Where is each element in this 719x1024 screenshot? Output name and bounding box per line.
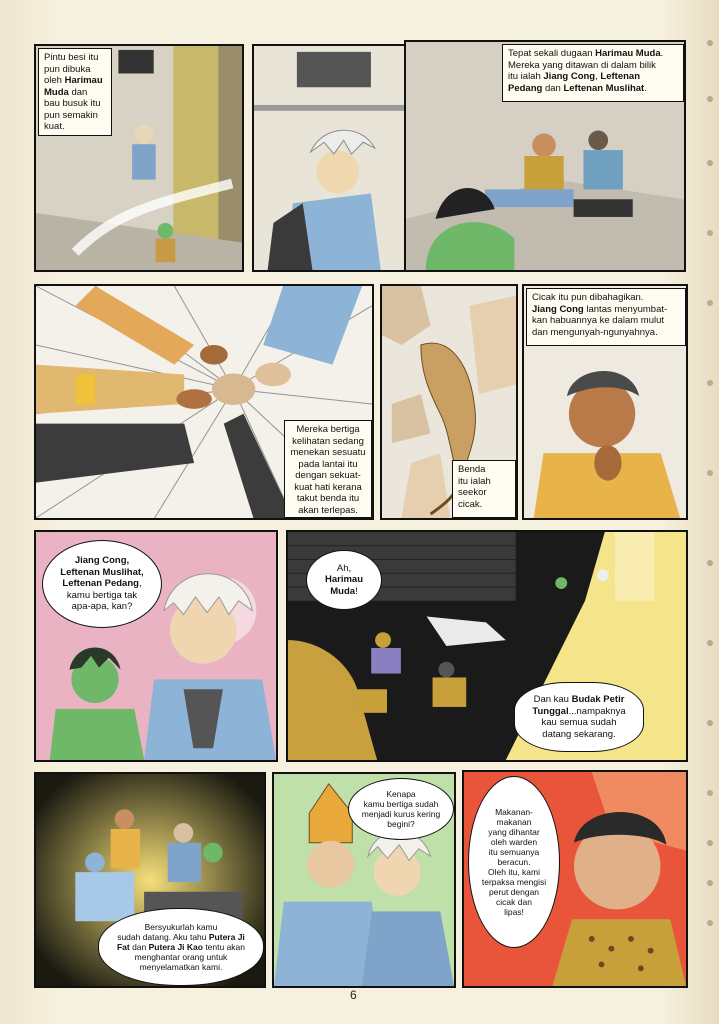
caption-lizard: Benda itu ialah seekor cicak.: [452, 460, 516, 518]
panel-prisoners: [404, 40, 686, 272]
panel-food-poisoned: [462, 770, 688, 988]
page-number: 6: [350, 988, 357, 1002]
speech-dan-kau: Dan kau Budak Petir Tunggal...nampaknya kau semua sudah datang sekarang.: [514, 682, 644, 752]
caption-door: Pintu besi itu pun dibuka oleh Harimau Muda dan bau busuk itu pun semakin kuat.: [38, 48, 112, 136]
panel-cell-dark: [286, 530, 688, 762]
panel-boy-art: [254, 46, 406, 270]
speech-grateful: Bersyukurlah kamu sudah datang. Aku tahu Putera Ji Fat dan Putera Ji Kao tentu akan menghantar orang untuk menyelamatkan kami.: [98, 908, 264, 986]
panel-lizard: [380, 284, 518, 520]
caption-pressing: Mereka bertiga kelihatan sedang menekan sesuatu pada lantai itu dengan sekuat- kuat hati kerana takut benda itu akan terlepas.: [284, 420, 372, 518]
panel-boy-runs-in: [252, 44, 408, 272]
caption-eating: Cicak itu pun dibahagikan. Jiang Cong lantas menyumbat- kan habuannya ke dalam mulut dan mengunyah-ngunyahnya.: [526, 288, 686, 346]
caption-prisoners: Tepat sekali dugaan Harimau Muda. Mereka yang ditawan di dalam bilik itu ialah Jiang Cong, Leftenan Pedang dan Leftenan Muslihat.: [502, 44, 684, 102]
panel-boy-asks: [34, 530, 278, 762]
panel-door-opened: [34, 44, 244, 272]
panel-hands-pressing: [34, 284, 374, 520]
speech-why-thin: Kenapa kamu bertiga sudah menjadi kurus kering begini?: [348, 778, 454, 840]
panel-jiang-cong-eating: [522, 284, 688, 520]
speech-boy-asks: Jiang Cong, Leftenan Muslihat, Leftenan Pedang, kamu bertiga tak apa-apa, kan?: [42, 540, 162, 628]
speech-food-poisoned: Makanan- makanan yang dihantar oleh warden itu semuanya beracun. Oleh itu, kami terpaksa mengisi perut dengan cicak dan lipas!: [468, 776, 560, 948]
panel-why-thin: [272, 772, 456, 988]
binding-holes: [703, 0, 713, 1024]
speech-ah: Ah, Harimau Muda!: [306, 550, 382, 610]
panel-grateful-prisoners: [34, 772, 266, 988]
